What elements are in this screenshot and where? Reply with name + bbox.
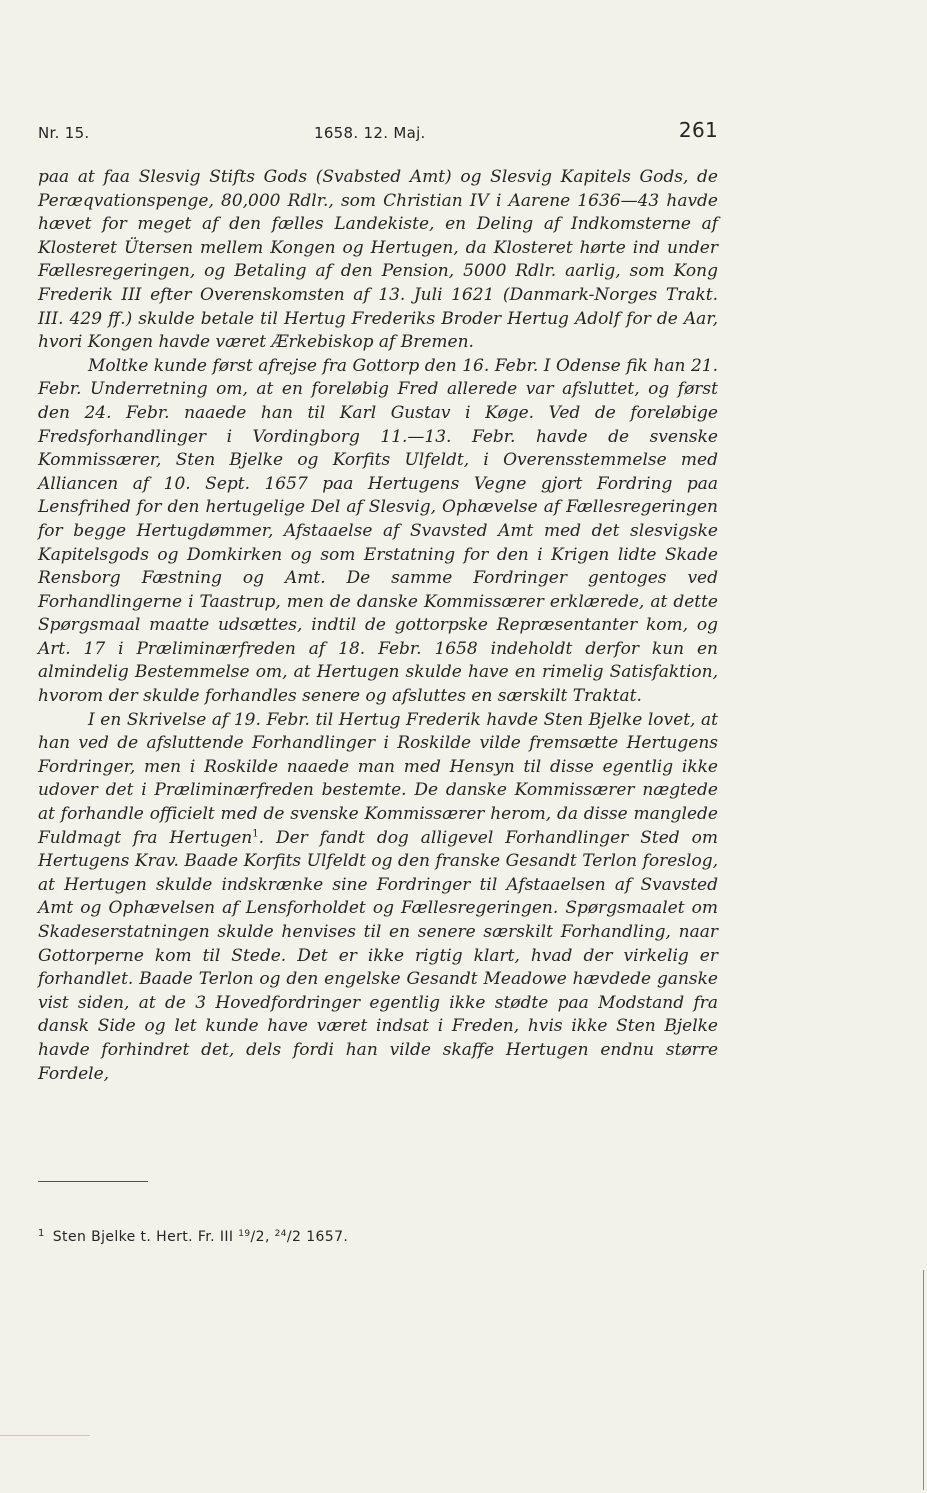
paragraph-3-part-a: I en Skrivelse af 19. Febr. til Hertug Frederik havde Sten Bjelke lovet, at han ved de afsluttende Forhandlinger i Roskilde vilde fremsætte Hertugens Fordringer, men i Roskilde naaede man med Hensyn til disse egentlig ikke udover det i Præliminærfreden bestemte. De danske Kommissærer nægtede at forhandle officielt med de svenske Kommissærer herom, da disse manglede Fuldmagt fra Hertugen xyxy=(38,709,718,848)
footnote-marker: 1 xyxy=(38,1228,45,1239)
scan-corner-mark xyxy=(0,1435,90,1436)
footnote-text: Sten Bjelke t. Hert. Fr. III xyxy=(52,1229,239,1245)
paragraph-3-part-b: . Der fandt dog alligevel Forhandlinger Sted om Hertugens Krav. Baade Korfits Ulfeldt og den franske Gesandt Terlon foreslog, at Hertugen skulde indskrænke sine Fordringer til Afstaaelsen af Svavsted Amt og Ophævelsen af Lensforholdet og Fællesregeringen. Spørgsmaalet om Skadeserstatningen skulde henvises til en senere særskilt Forhandling, naar Gottorperne kom til Stede. Det er ikke rigtig klart, hvad der virkelig er forhandlet. Baade Terlon og den engelske Gesandt Meadowe hævdede ganske vist siden, at de 3 Hovedfordringer egentlig ikke stødte paa Modstand fra dansk Side og let kunde have været indsat i Freden, hvis ikke Sten Bjelke havde forhindret det, dels fordi han vilde skaffe Hertugen endnu større Fordele, xyxy=(38,827,719,1084)
paragraph-3 xyxy=(38,709,718,1087)
footnote-date-1-denominator: /2, xyxy=(250,1229,275,1245)
paragraph-2: Moltke kunde først afrejse fra Gottorp den 16. Febr. I Odense fik han 21. Febr. Underretning om, at en foreløbig Fred allerede var afsluttet, og først den 24. Febr. naaede han til Karl Gustav i Køge. Ved de foreløbige Fredsforhandlinger i Vordingborg 11.—13. Febr. havde de svenske Kommissærer, Sten Bjelke og Korfits Ulfeldt, i Overensstemmelse med Alliancen af 10. Sept. 1657 paa Hertugens Vegne gjort Fordring paa Lensfrihed for den hertugelige Del af Slesvig, Ophævelse af Fællesregeringen for begge Hertugdømmer, Afstaaelse af Svavsted Amt med det slesvigske Kapitelsgods og Domkirken og som Erstatning for den i Krigen lidte Skade Rensborg Fæstning og Amt. De samme Fordringer gentoges ved Forhandlingerne i Taastrup, men de danske Kommissærer erklærede, at dette Spørgsmaal maatte udsættes, indtil de gottorpske Repræsentanter kom, og Art. 17 i Præliminærfreden af 18. Febr. 1658 indeholdt derfor kun en almindelig Bestemmelse om, at Hertugen skulde have en rimelig Satisfaktion, hvorom der skulde forhandles senere og afsluttes en særskilt Traktat. xyxy=(38,355,718,707)
page-edge-line xyxy=(923,1270,924,1490)
paragraph-1: paa at faa Slesvig Stifts Gods (Svabsted Amt) og Slesvig Kapitels Gods, de Peræqvationspenge, 80,000 Rdlr., som Christian IV i Aarene 1636—43 havde hævet for meget af den fælles Landekiste, en Deling af Indkomsterne af Klosteret Ütersen mellem Kongen og Hertugen, da Klosteret hørte ind under Fællesregeringen, og Betaling af den Pension, 5000 Rdlr. aarlig, som Kong Frederik III efter Overenskomsten af 13. Juli 1621 (Danmark-Norges Trakt. III. 429 ff.) skulde betale til Hertug Frederiks Broder Hertug Adolf for de Aar, hvori Kongen havde været Ærkebiskop af Bremen. xyxy=(38,167,718,353)
page-number: 261 xyxy=(678,118,718,142)
running-header xyxy=(38,118,718,148)
footnote-date-2-denominator: /2 1657. xyxy=(286,1229,349,1245)
footnote-date-2-numerator: 24 xyxy=(274,1229,287,1239)
body-text xyxy=(38,166,718,1086)
footnote-divider xyxy=(38,1181,148,1182)
document-number: Nr. 15. xyxy=(38,124,90,142)
document-date: 1658. 12. Maj. xyxy=(314,124,426,142)
footnote-date-1-numerator: 19 xyxy=(238,1229,251,1239)
footnote-reference[interactable]: 1 xyxy=(252,827,259,839)
footnote xyxy=(38,1228,718,1245)
